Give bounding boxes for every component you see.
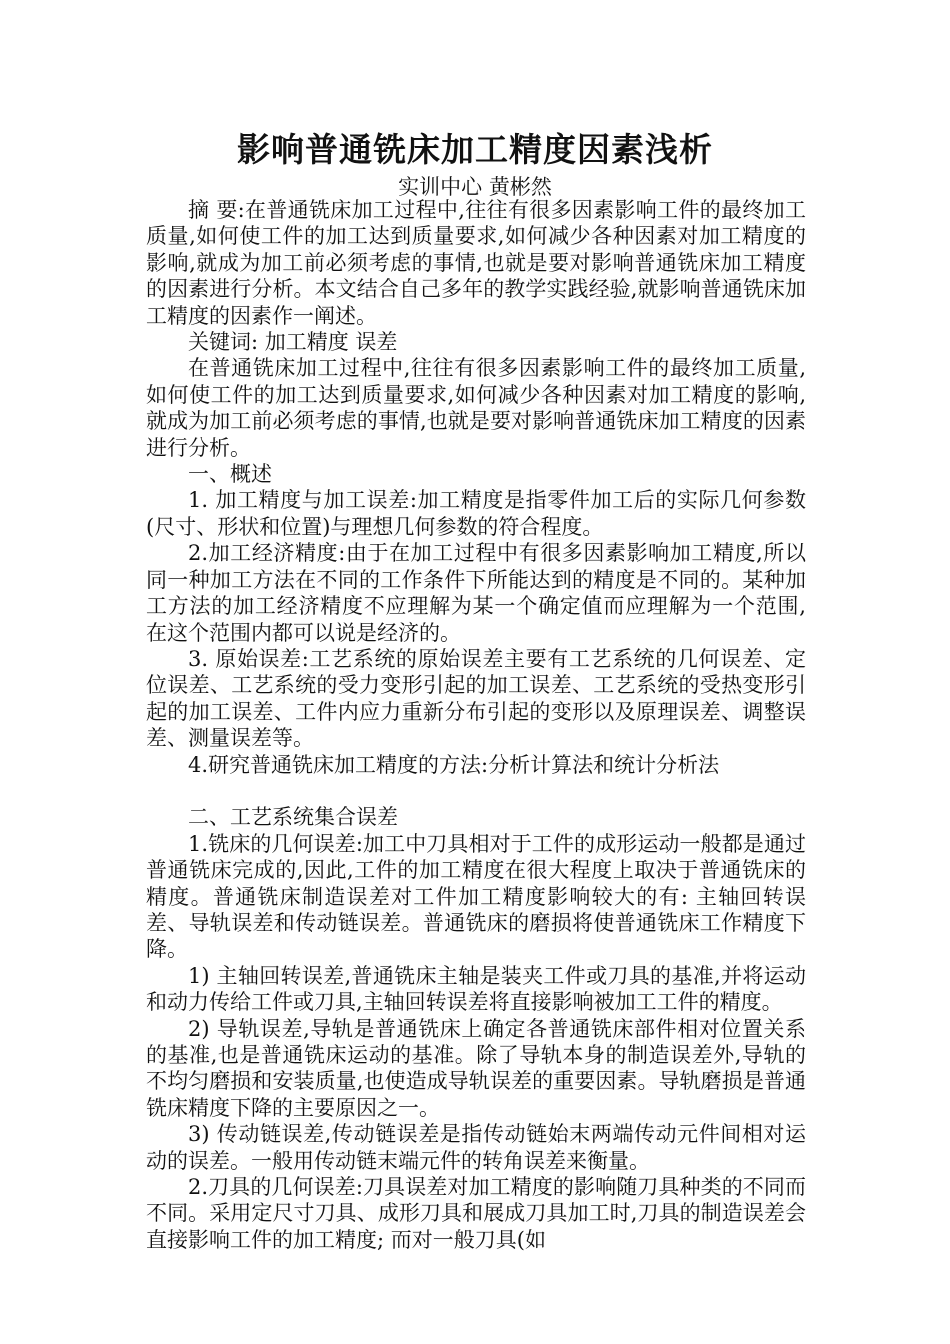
intro-paragraph: 在普通铣床加工过程中,往往有很多因素影响工件的最终加工质量,如何使工件的加工达到质量要求,如何减少各种因素对加工精度的影响,就成为加工前必须考虑的事情,也就是要对影响普通铣床加工精度的因素进行分析。 (146, 356, 806, 460)
spindle-error-paragraph: 1) 主轴回转误差,普通铣床主轴是装夹工件或刀具的基准,并将运动和动力传给工件或刀具,主轴回转误差将直接影响被加工工件的精度。 (146, 963, 806, 1015)
system-error-item-1: 1.铣床的几何误差:加工中刀具相对于工件的成形运动一般都是通过普通铣床完成的,因此,工件的加工精度在很大程度上取决于普通铣床的精度。普通铣床制造误差对工件加工精度影响较大的有: 主轴回转误差、导轨误差和传动链误差。普通铣床的磨损将使普通铣床工作精度下降。 (146, 831, 806, 962)
blank-line (146, 778, 806, 804)
keywords-line: 关键词: 加工精度 误差 (188, 330, 398, 355)
drive-chain-error-paragraph: 3) 传动链误差,传动链误差是指传动链始末两端传动元件间相对运动的误差。一般用传动链末端元件的转角误差来衡量。 (146, 1122, 806, 1173)
overview-item-2: 2.加工经济精度:由于在加工过程中有很多因素影响加工精度,所以同一种加工方法在不同的工作条件下所能达到的精度是不同的。某种加工方法的加工经济精度不应理解为某一个确定值而应理解为一个范围, 在这个范围内都可以说是经济的。 (146, 541, 806, 645)
section-heading-overview: 一、概述 (188, 462, 272, 487)
section-heading-system-error: 二、工艺系统集合误差 (188, 805, 398, 830)
document-title: 影响普通铣床加工精度因素浅析 (237, 130, 713, 169)
document-body (146, 197, 806, 1253)
overview-item-3: 3. 原始误差:工艺系统的原始误差主要有工艺系统的几何误差、定位误差、工艺系统的受力变形引起的加工误差、工艺系统的受热变形引起的加工误差、工件内应力重新分布引起的变形以及原理误差、调整误差、测量误差等。 (146, 646, 806, 751)
author-line: 实训中心 黄彬然 (398, 175, 552, 199)
abstract-paragraph: 摘 要:在普通铣床加工过程中,往往有很多因素影响工件的最终加工质量,如何使工件的加工达到质量要求,如何减少各种因素对加工精度的影响,就成为加工前必须考虑的事情,也就是要对影响普通铣床加工精度的因素进行分析。本文结合自己多年的教学实践经验,就影响普通铣床加工精度的因素作一阐述。 (146, 198, 806, 328)
tool-error-paragraph: 2.刀具的几何误差:刀具误差对加工精度的影响随刀具种类的不同而不同。采用定尺寸刀具、成形刀具和展成刀具加工时,刀具的制造误差会直接影响工件的加工精度; 而对一般刀具(如 (146, 1175, 806, 1252)
guideway-error-paragraph: 2) 导轨误差,导轨是普通铣床上确定各普通铣床部件相对位置关系的基准,也是普通铣床运动的基准。除了导轨本身的制造误差外,导轨的不均匀磨损和安装质量,也使造成导轨误差的重要因素。导轨磨损是普通铣床精度下降的主要原因之一。 (146, 1016, 806, 1120)
overview-item-1: 1. 加工精度与加工误差:加工精度是指零件加工后的实际几何参数(尺寸、形状和位置)与理想几何参数的符合程度。 (146, 488, 806, 539)
overview-item-4: 4.研究普通铣床加工精度的方法:分析计算法和统计分析法 (188, 752, 720, 777)
